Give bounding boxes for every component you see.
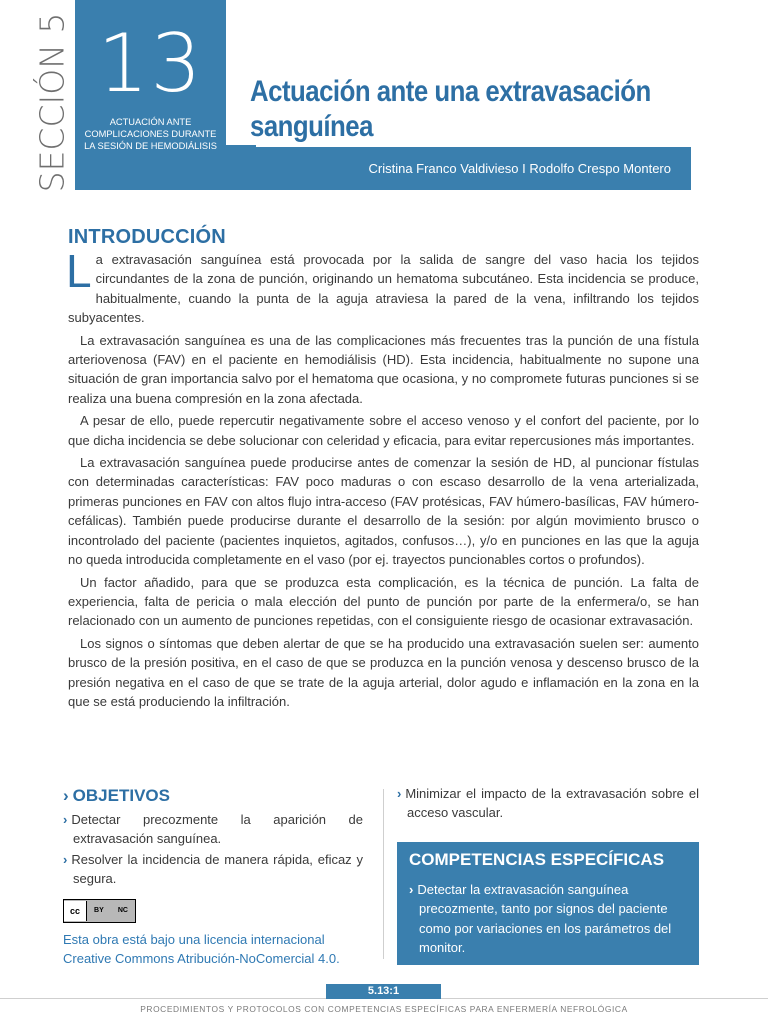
authors: Cristina Franco Valdivieso I Rodolfo Crespo Montero — [368, 161, 671, 176]
objectives-heading — [63, 786, 363, 806]
competency-item — [409, 880, 687, 958]
cc-icon: cc — [64, 901, 87, 921]
competencies-box — [397, 842, 699, 966]
license-text[interactable]: Esta obra está bajo una licencia internacional Creative Commons Atribución-NoComercial 4.0. — [63, 931, 340, 966]
competencies-heading: COMPETENCIAS ESPECÍFICAS — [409, 849, 665, 869]
intro-paragraph: Un factor añadido, para que se produzca esta complicación, es la técnica de punción. La falta de experiencia, falta de pericia o mala elección del punto de punción por parte de la enfermera/o, se han relacionado con un aumento de punciones repetidas, con el consiguiente riesgo de ocasionar extravasación. — [68, 574, 699, 629]
chapter-number: 13 — [97, 17, 204, 110]
intro-body — [66, 245, 699, 714]
right-column — [397, 784, 699, 965]
dropcap: L — [66, 245, 92, 297]
objective-text: Minimizar el impacto de la extravasación sobre el acceso vascular. — [405, 786, 699, 821]
chevron-right-icon: › — [63, 786, 69, 805]
first-paragraph-text: a extravasación sanguínea está provocada por la salida de sangre del vaso hacia los tejidos circundantes de la zona de punción, originando un hematoma subcutáneo. Esta incidencia se produce, habitualmente, cuando la punta de la aguja atraviesa la pared de la vena, infiltrando los tejidos subyacentes. — [68, 252, 699, 326]
authors-bar — [250, 147, 691, 190]
objectives-heading-text: OBJETIVOS — [72, 786, 170, 805]
objectives-column — [63, 784, 363, 968]
chevron-right-icon: › — [397, 786, 402, 801]
chapter-subtitle: ACTUACIÓN ANTE COMPLICACIONES DURANTE LA SESIÓN DE HEMODIÁLISIS — [84, 117, 217, 151]
list-item — [397, 784, 699, 823]
chevron-right-icon: › — [63, 812, 68, 827]
intro-first-paragraph — [66, 245, 699, 328]
section-label — [30, 12, 74, 192]
list-item — [63, 850, 363, 889]
objectives-list — [63, 810, 363, 889]
footer-text: PROCEDIMIENTOS Y PROTOCOLOS CON COMPETENCIAS ESPECÍFICAS PARA ENFERMERÍA NEFROLÓGICA — [140, 1004, 628, 1014]
nc-icon: NC — [117, 907, 128, 915]
creative-commons-badge[interactable] — [63, 899, 136, 923]
list-item — [63, 810, 363, 849]
objective-text: Detectar precozmente la aparición de extravasación sanguínea. — [71, 812, 363, 847]
chevron-right-icon: › — [63, 851, 68, 867]
intro-heading: INTRODUCCIÓN — [68, 226, 226, 248]
page-title: Actuación ante una extravasación sanguínea — [250, 75, 651, 143]
chapter-box — [75, 0, 226, 190]
objective-text: Resolver la incidencia de manera rápida, eficaz y segura. — [71, 851, 363, 887]
column-divider — [383, 789, 384, 959]
intro-paragraph: La extravasación sanguínea es una de las complicaciones más frecuentes tras la punción de una fístula arteriovenosa (FAV) en el paciente en hemodiálisis (HD). Esta incidencia, habitualmente no supone una situación de gran importancia salvo por el hematoma que ocasiona, y no compromete futuras punciones si se realiza una buena compresión en la zona afectada. — [68, 332, 699, 406]
intro-paragraph: Los signos o síntomas que deben alertar de que se ha producido una extravasación suelen ser: aumento brusco de la presión positiva, en el caso de que se produzca en la punción venosa y descenso brusco de la presión negativa en el caso de que se trate de la aguja arterial, dolor agudo e inflamación en la zona en la que se está produciendo la infiltración. — [68, 635, 699, 709]
objectives-list-continued — [397, 784, 699, 823]
by-icon: BY — [94, 907, 104, 915]
competency-text: Detectar la extravasación sanguínea precozmente, tanto por signos del paciente como por variaciones en los parámetros del monitor. — [417, 881, 672, 956]
section-label-text: SECCIÓN 5 — [32, 12, 72, 192]
intro-paragraph: La extravasación sanguínea puede producirse antes de comenzar la sesión de HD, al puncionar fístulas con determinadas características: FAV poco maduras o con escaso desarrollo de la vena arterializada, primeras punciones en FAV con altos flujo intra-acceso (FAV protésicas, FAV húmero-basílicas, FAV húmero-cefálicas). También puede producirse durante el desarrollo de la sesión: por algún movimiento brusco o incontrolado del paciente (pacientes inquietos, agitados, confusos…), y/o en punciones en las que la aguja no queda introducida completamente en el vaso (por ej. trayectos puncionables cortos o profundos). — [68, 455, 699, 568]
page-number: 5.13:1 — [326, 984, 441, 999]
intro-paragraph: A pesar de ello, puede repercutir negativamente sobre el acceso venoso y el confort del paciente, por lo que dicha incidencia se debe solucionar con celeridad y eficacia, para evitar repercusiones más importantes. — [68, 413, 699, 448]
chevron-right-icon: › — [409, 881, 414, 897]
